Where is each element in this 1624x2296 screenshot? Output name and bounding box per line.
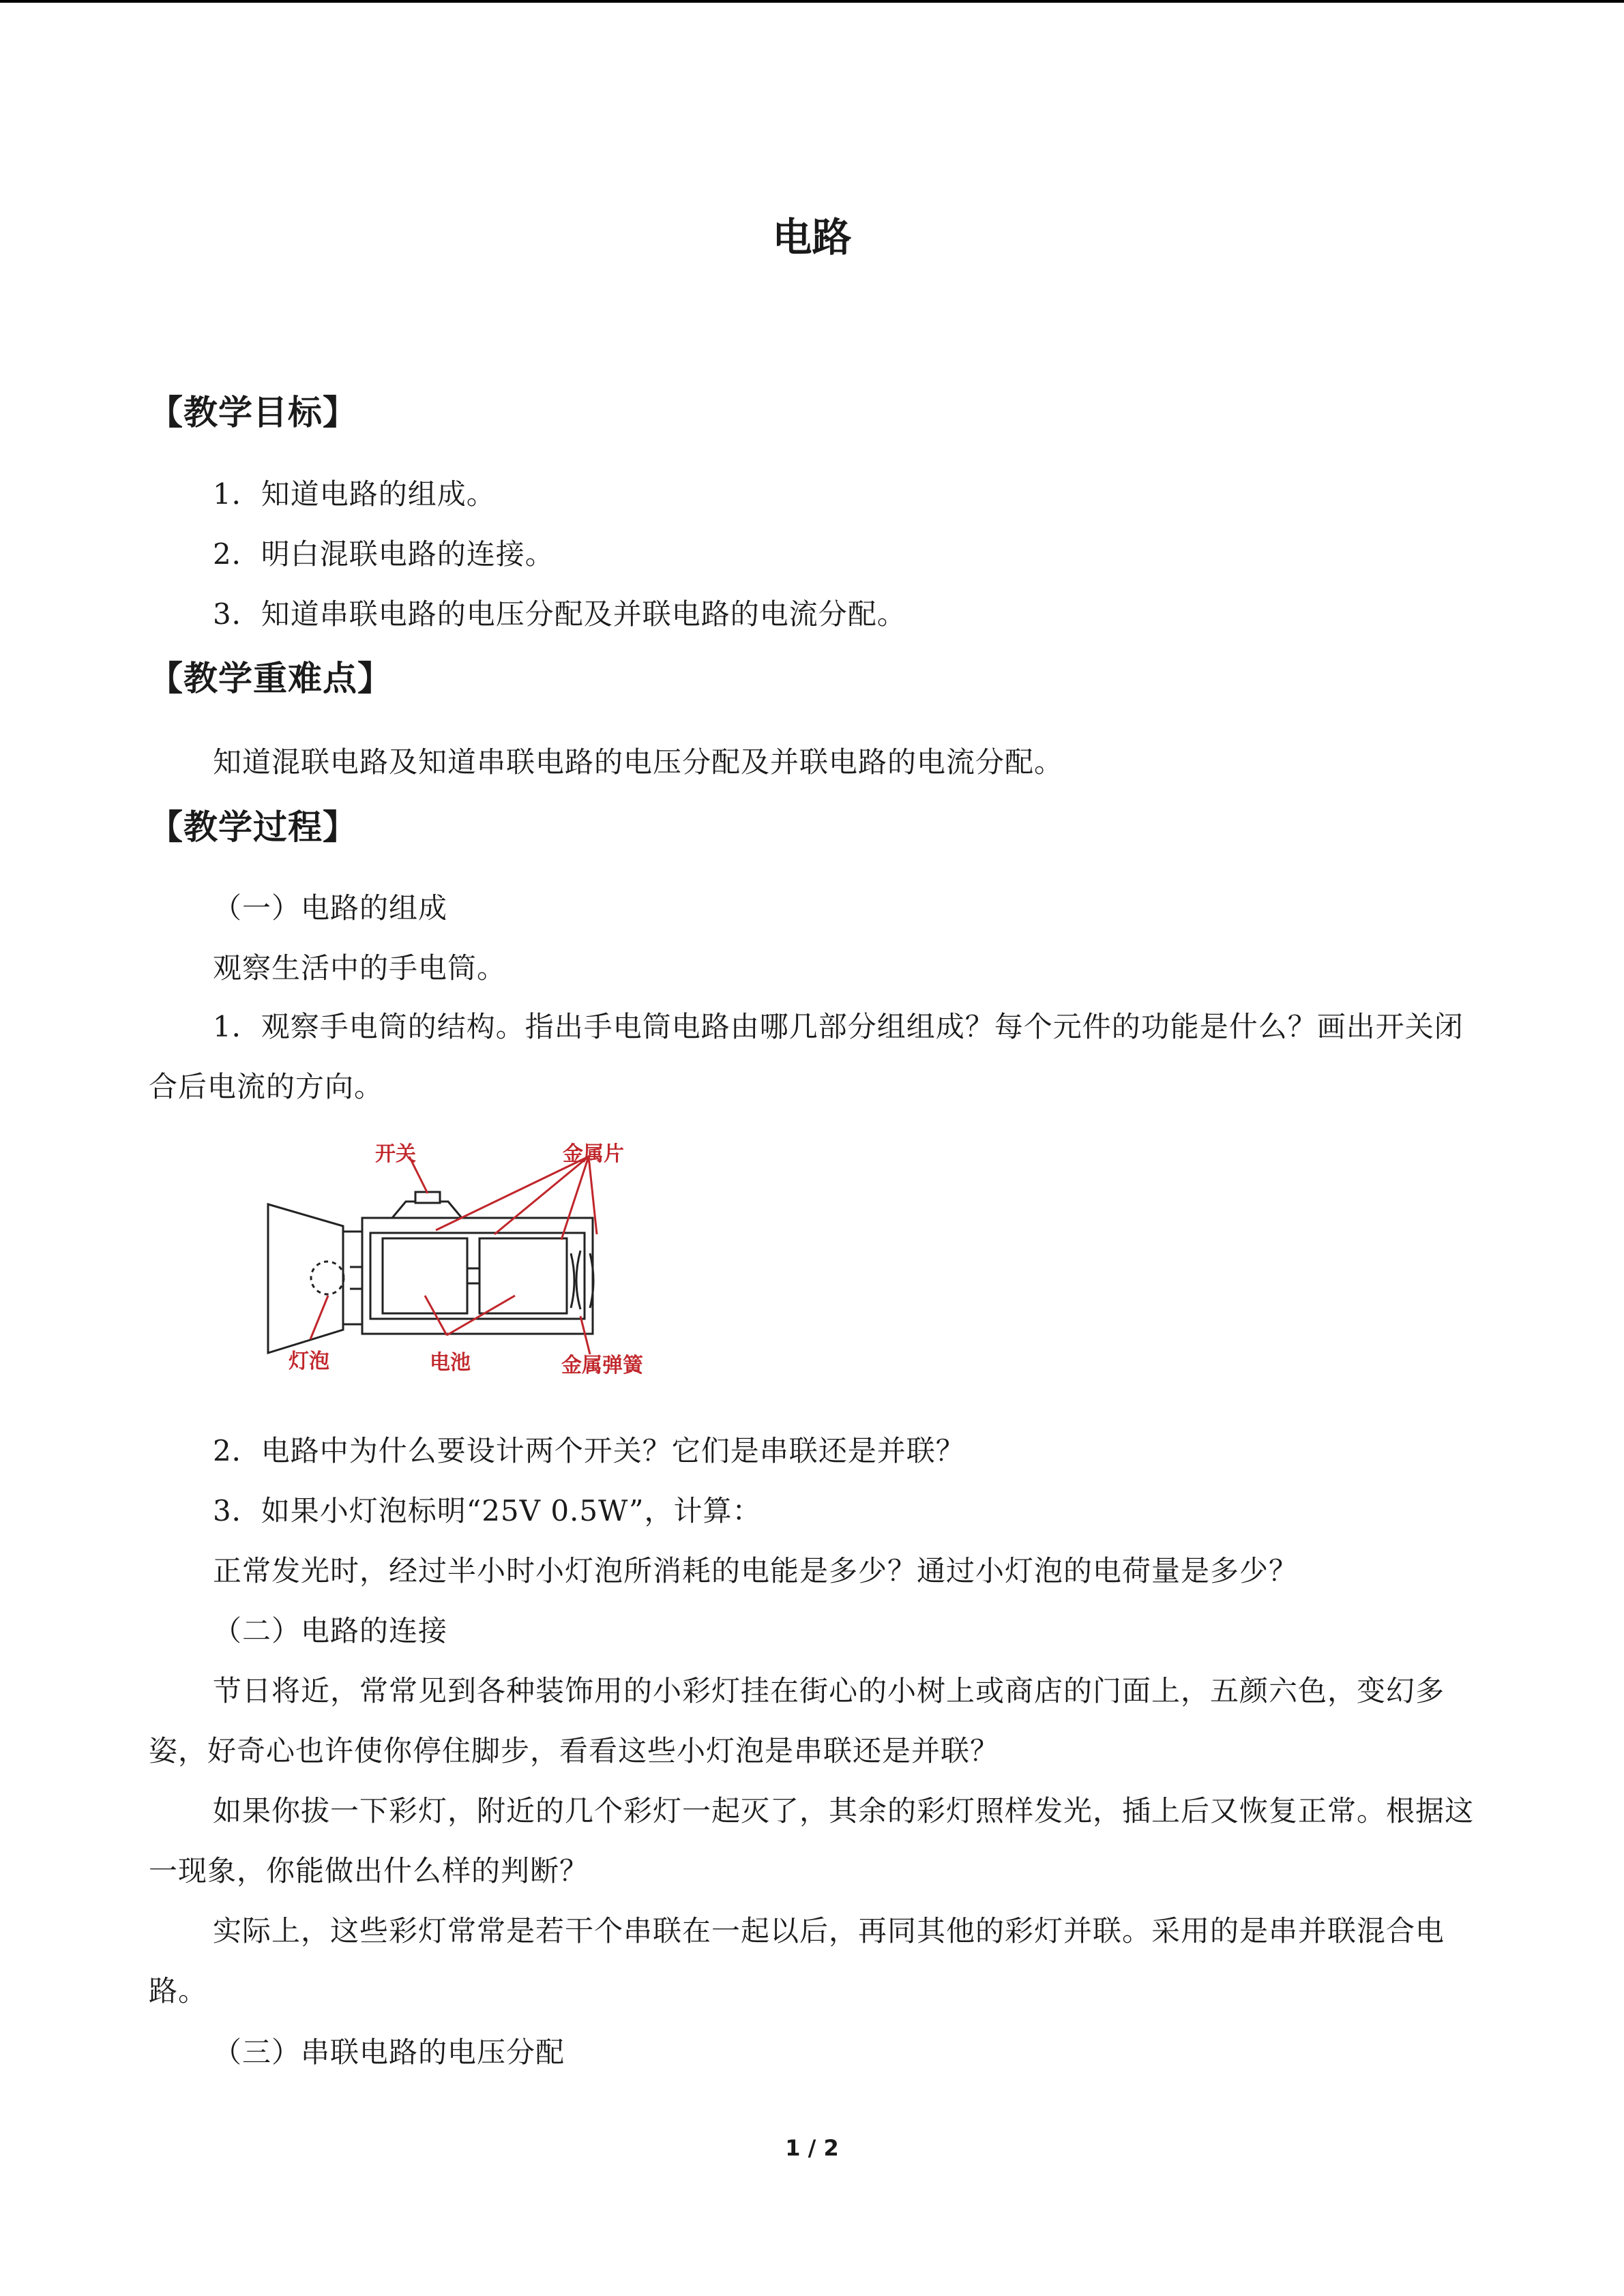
key-points-text: 知道混联电路及知道串联电路的电压分配及并联电路的电流分配。	[213, 745, 1064, 779]
label-bulb: 灯泡	[289, 1350, 329, 1373]
question-3-detail: 正常发光时，经过半小时小灯泡所消耗的电能是多少？通过小灯泡的电荷量是多少？	[213, 1554, 1299, 1587]
observe-flashlight-text: 观察生活中的手电筒。	[213, 951, 507, 985]
objective-item-2: 2．明白混联电路的连接。	[213, 537, 555, 571]
paragraph-decorative-lights: 节日将近，常常见到各种装饰用的小彩灯挂在街心的小树上或商店的门面上，五颜六色，变幻多姿，好奇心也许使你停住脚步，看看这些小灯泡是串联还是并联？	[149, 1674, 1445, 1768]
bulb-shape	[311, 1262, 344, 1294]
label-metal-sheet: 金属片	[563, 1142, 624, 1166]
reflector-shape	[268, 1204, 343, 1353]
question-3: 3．如果小灯泡标明“25V 0.5W”，计算：	[213, 1494, 762, 1527]
objective-item-1: 1．知道电路的组成。	[213, 477, 496, 511]
process-heading: 【教学过程】	[149, 807, 357, 847]
spring-shape	[571, 1251, 593, 1309]
objective-item-3: 3．知道串联电路的电压分配及并联电路的电流分配。	[213, 597, 906, 631]
label-switch: 开关	[375, 1142, 416, 1166]
paragraph-unplug-light: 如果你拔一下彩灯，附近的几个彩灯一起灭了，其余的彩灯照样发光，插上后又恢复正常。根据这一现象，你能做出什么样的判断？	[149, 1794, 1475, 1888]
battery-1	[383, 1238, 467, 1313]
top-border	[0, 0, 1624, 3]
page-indicator: 1 / 2	[785, 2135, 839, 2161]
battery-2	[479, 1238, 567, 1313]
subsection-composition-title: （一）电路的组成	[213, 891, 448, 925]
flashlight-diagram-svg	[263, 1137, 658, 1390]
paragraph-mixed-circuit: 实际上，这些彩灯常常是若干个串联在一起以后，再同其他的彩灯并联。采用的是串并联混合电路。	[149, 1914, 1445, 2008]
subsection-connection-title: （二）电路的连接	[213, 1614, 448, 1648]
question-1: 1．观察手电筒的结构。指出手电筒电路由哪几部分组组成？每个元件的功能是什么？画出开关闭合后电流的方向。	[149, 1010, 1464, 1103]
question-2: 2．电路中为什么要设计两个开关？它们是串联还是并联？	[213, 1434, 965, 1467]
subsection-voltage-distribution-title: （三）串联电路的电压分配	[213, 2036, 565, 2069]
page-title: 电路	[772, 214, 852, 260]
objectives-heading: 【教学目标】	[149, 393, 357, 432]
flashlight-diagram	[263, 1137, 658, 1390]
switch-shape	[392, 1202, 462, 1218]
label-battery: 电池	[430, 1351, 471, 1375]
key-points-heading: 【教学重难点】	[149, 659, 392, 698]
label-metal-spring: 金属弹簧	[561, 1354, 643, 1377]
